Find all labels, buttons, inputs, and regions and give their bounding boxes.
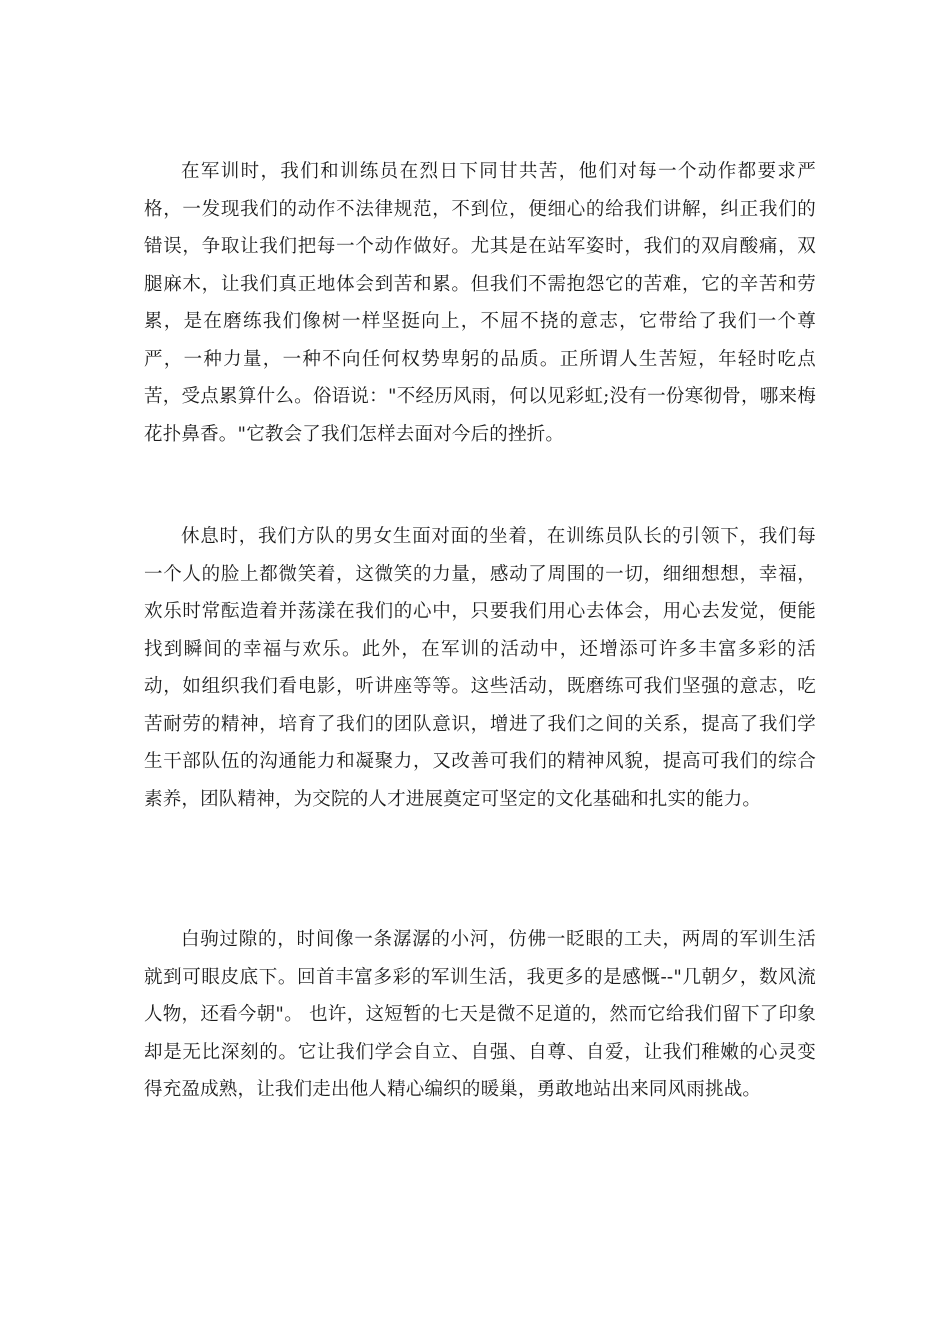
paragraph-military-training: 在军训时，我们和训练员在烈日下同甘共苦，他们对每一个动作都要求严格，一发现我们的动作不法律规范，不到位，便细心的给我们讲解，纠正我们的错误，争取让我们把每一个动作做好。尤其是在站军姿时，我们的双肩酸痛，双腿麻木，让我们真正地体会到苦和累。但我们不需抱怨它的苦难，它的辛苦和劳累，是在磨练我们像树一样坚挺向上，不屈不挠的意志，它带给了我们一个尊严，一种力量，一种不向任何权势卑躬的品质。正所谓人生苦短，年轻时吃点苦，受点累算什么。俗语说："不经历风雨，何以见彩虹;没有一份寒彻骨，哪来梅花扑鼻香。"它教会了我们怎样去面对今后的挫折。 [144, 161, 816, 445]
paragraph-time-passing: 白驹过隙的，时间像一条潺潺的小河，仿佛一眨眼的工夫，两周的军训生活就到可眼皮底下。回首丰富多彩的军训生活，我更多的是感慨--"几朝夕，数风流人物，还看今朝"。 也许，这短暂的七天是微不足道的，然而它给我们留下了印象却是无比深刻的。它让我们学会自立、自强、自尊、自爱，让我们稚嫩的心灵变得充盈成熟，让我们走出他人精心编织的暖巢，勇敢地站出来同风雨挑战。 [144, 929, 816, 1100]
paragraph-rest-time: 休息时，我们方队的男女生面对面的坐着，在训练员队长的引领下，我们每一个人的脸上都微笑着，这微笑的力量，感动了周围的一切，细细想想，幸福，欢乐时常酝造着并荡漾在我们的心中，只要我们用心去体会，用心去发觉，便能找到瞬间的幸福与欢乐。此外，在军训的活动中，还增添可许多丰富多彩的活动，如组织我们看电影，听讲座等等。这些活动，既磨练可我们坚强的意志，吃苦耐劳的精神，培育了我们的团队意识，增进了我们之间的关系，提高了我们学生干部队伍的沟通能力和凝聚力，又改善可我们的精神风貌，提高可我们的综合素养，团队精神，为交院的人才进展奠定可坚定的文化基础和扎实的能力。 [144, 526, 816, 810]
